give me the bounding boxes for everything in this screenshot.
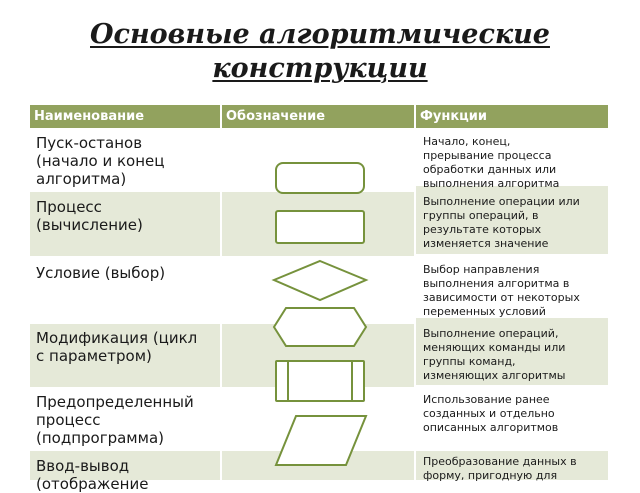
header-name: Наименование [34, 109, 145, 124]
row-name-input-output: Ввод-вывод (отображение [36, 457, 149, 493]
terminator-shape [276, 163, 364, 193]
symbols-layer [30, 105, 608, 480]
row-name-modification: Модификация (цикл с параметром) [36, 329, 198, 365]
row-name-predefined-process: Предопределенный процесс (подпрограмма) [36, 393, 194, 447]
header-symbol: Обозначение [226, 109, 326, 124]
slide-title [0, 18, 640, 86]
row-function-condition: Выбор направления выполнения алгоритма в зависимости от некоторых переменных условий [423, 263, 580, 318]
decision-shape [274, 261, 366, 300]
row-function-input-output: Преобразование данных в форму, пригодную для [423, 455, 577, 482]
constructs-table [30, 105, 608, 493]
slide-title-line-2: конструкции [212, 53, 428, 84]
slide-title-line-1: Основные алгоритмические [90, 19, 550, 50]
row-function-predefined-process: Использование ранее созданных и отдельно описанных алгоритмов [423, 393, 559, 434]
io-shape [276, 416, 366, 465]
row-function-process: Выполнение операции или группы операций, в результате которых изменяется значение [423, 195, 580, 250]
row-name-start-stop: Пуск-останов (начало и конец алгоритма) [36, 134, 165, 188]
preparation-shape [274, 308, 366, 346]
header-function: Функции [420, 109, 488, 124]
process-shape [276, 211, 364, 243]
predefined-process-shape [276, 361, 364, 401]
row-function-start-stop: Начало, конец, прерывание процесса обработки данных или выполнения алгоритма [423, 135, 560, 190]
row-function-modification: Выполнение операций, меняющих команды или группы команд, изменяющих алгоритмы [423, 327, 566, 382]
row-name-process: Процесс (вычисление) [36, 198, 143, 234]
row-name-condition: Условие (выбор) [36, 264, 166, 282]
